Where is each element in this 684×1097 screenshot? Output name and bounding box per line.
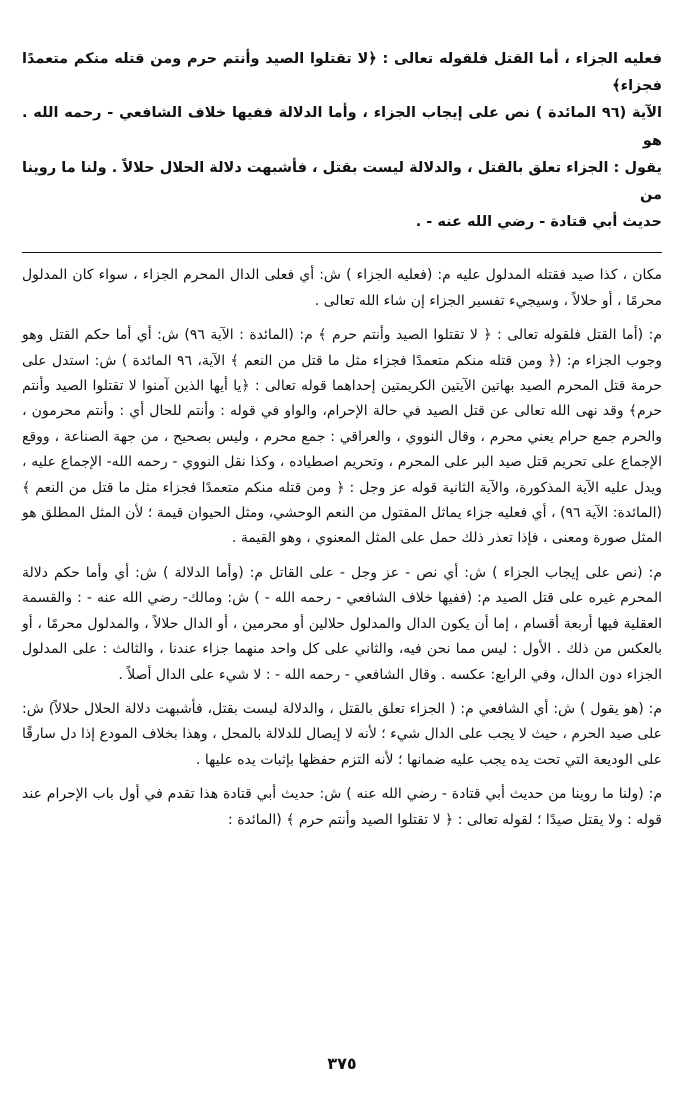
- commentary-paragraph: م: (ولنا ما روينا من حديث أبي قتادة - رضي الله عنه ) ش: حديث أبي قتادة هذا تقدم في أول باب الإحرام عند قوله : ولا يقتل صيدًا ؛ لقوله تعالى : ﴿ لا تقتلوا الصيد وأنتم حرم ﴾ (المائدة :: [22, 786, 662, 828]
- book-page: [22, 46, 662, 842]
- commentary: [22, 263, 662, 833]
- main-text: [22, 46, 662, 236]
- separator-rule: [22, 252, 662, 253]
- main-text-line: حديث أبي قتادة - رضي الله عنه - .: [415, 214, 662, 231]
- page-number: ٣٧٥: [327, 1054, 357, 1073]
- commentary-paragraph: م: (هو يقول ) ش: أي الشافعي م: ( الجزاء تعلق بالقتل ، والدلالة ليست بقتل، فأشبهت دلالة الحلال حلالاً) ش: على صيد الحرم ، حيث لا يجب على الدال شيء ؛ لأنه لا إيصال للدلالة بالمحل ، وهذا بخلاف المودع إذا دل سارقًا على الوديعة التي تحت يده يجب عليه ضمانها ؛ لأنه التزم حفظها بإثبات يده عليها .: [22, 700, 662, 768]
- commentary-paragraph: م: (نص على إيجاب الجزاء ) ش: أي نص - عز وجل - على القاتل م: (وأما الدلالة ) ش: أي وأما حكم دلالة المحرم غيره على قتل الصيد م: (ففيها خلاف الشافعي - رحمه الله - ) ش: ومالك- رضي الله عنه - : والقسمة العقلية فيها أربعة أقسام ، إما أن يكون الدال والمدلول حلالين أو محرمين ، أو الدال حلالاً ، والمدلول محرمًا ، أو بالعكس من ذلك . الأول : ليس مما نحن فيه، والثاني على كل واحد منهما جزاء عندنا ، والثالث : على المدلول الجزاء دون الدال، وفي الرابع: عكسه . وقال الشافعي - رحمه الله - : لا شيء على الدال أصلاً .: [22, 564, 662, 683]
- main-text-line: يقول : الجزاء تعلق بالقتل ، والدلالة ليست بقتل ، فأشبهت دلالة الحلال حلالاً . ولنا ما روينا من: [22, 159, 662, 204]
- commentary-paragraph: م: (أما القتل فلقوله تعالى : ﴿ لا تقتلوا الصيد وأنتم حرم ﴾ م: (المائدة : الآية ٩٦) ش: أي أما حكم القتل وهو وجوب الجزاء م: (﴿ ومن قتله منكم متعمدًا فجزاء مثل ما قتل من النعم ﴾ الآية، ٩٦ المائدة ) ش: استدل على حرمة قتل المحرم الصيد بهاتين الآيتين الكريمتين إحداهما قوله تعالى : ﴿يا أيها الذين آمنوا لا تقتلوا الصيد وأنتم حرم﴾ وقد نهى الله تعالى عن قتل الصيد في حالة الإحرام، والواو في قوله : وأنتم للحال أي : وأنتم محرمون ، والحرم جمع حرام يعني محرم ، وقال النووي ، والعراقي : جمع محرم ، وليس بصحيح ، من جهة الصناعة ، ووقع الإجماع على تحريم قتل صيد البر على المحرم ، وتحريم اصطياده ، وكذا نقل النووي - رحمه الله- الإجماع عليه ، ويدل عليه الآية المذكورة، والآية الثانية قوله عز وجل : ﴿ ومن قتله منكم متعمدًا فجزاء مثل ما قتل من النعم ﴾ (المائدة: الآية ٩٦) ، أي فعليه جزاء يماثل المقتول من النعم الوحشي، ومثل الحيوان قيمة ؛ لأن المثل المطلق هو المثل صورة ومعنى ، فإذا تعذر ذلك حمل على المثل المعنوي ، وهو القيمة .: [22, 327, 663, 547]
- main-text-line: فعليه الجزاء ، أما القتل فلقوله تعالى : ﴿لا تقتلوا الصيد وأنتم حرم ومن قتله منكم متعمدًا فجزاء﴾: [22, 51, 662, 95]
- main-text-line: الآية (٩٦ المائدة ) نص على إيجاب الجزاء ، وأما الدلالة ففيها خلاف الشافعي - رحمه الله . هو: [22, 105, 662, 149]
- commentary-paragraph: مكان ، كذا صيد فقتله المدلول عليه م: (فعليه الجزاء ) ش: أي فعلى الدال المحرم الجزاء ، سواء كان المدلول محرمًا ، أو حلالاً ، وسيجيء تفسير الجزاء إن شاء الله تعالى .: [22, 267, 662, 309]
